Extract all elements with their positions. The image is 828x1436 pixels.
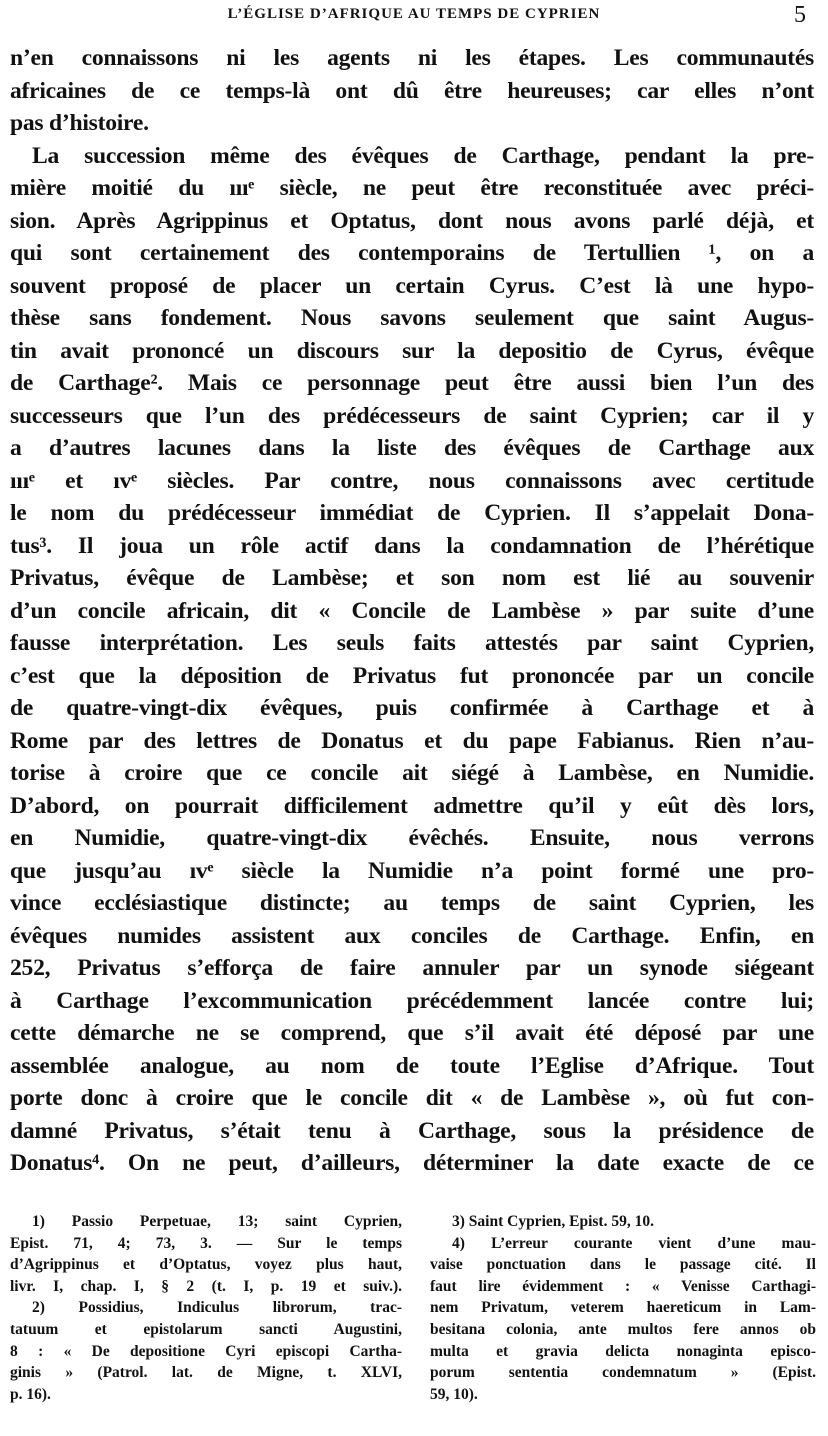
text-line: vince ecclésiastique distincte; au temps de saint Cyprien, les	[10, 890, 814, 916]
footnote-line: livr. I, chap. I, § 2 (t. I, p. 19 et suiv.).	[10, 1277, 402, 1295]
footnote-line: tatuum et epistolarum sancti Augustini,	[10, 1320, 402, 1338]
text-line: évêques numides assistent aux conciles de Carthage. Enfin, en	[10, 922, 814, 949]
text-line: tus³. Il joua un rôle actif dans la condamnation de l’hérétique	[10, 532, 814, 559]
text-line: thèse sans fondement. Nous savons seulement que saint Augus-	[10, 305, 814, 331]
footnote-line: besitana colonia, ante multos fere annos ob	[430, 1320, 816, 1338]
page-header	[0, 2, 828, 36]
page-number: 5	[794, 2, 806, 28]
text-line: en Numidie, quatre-vingt-dix évêchés. Ensuite, nous verrons	[10, 825, 814, 851]
footnotes-left-column	[10, 1211, 402, 1405]
text-line: Privatus, évêque de Lambèse; et son nom est lié au souvenir	[10, 565, 814, 591]
text-line: africaines de ce temps-là ont dû être heureuses; car elles n’ont	[10, 77, 814, 104]
footnote-line: multa et gravia delicta nonaginta episco-	[430, 1342, 816, 1360]
footnote-line: faut lire évidemment : « Venisse Carthagi-	[430, 1277, 816, 1295]
text-line: cette démarche ne se comprend, que s’il avait été déposé par une	[10, 1020, 814, 1046]
running-head: L’ÉGLISE D’AFRIQUE AU TEMPS DE CYPRIEN	[227, 6, 601, 22]
text-line: de quatre-vingt-dix évêques, puis confirmée à Carthage et à	[10, 695, 814, 721]
text-line: que jusqu’au ıvᵉ siècle la Numidie n’a point formé une pro-	[10, 857, 814, 884]
text-line: D’abord, on pourrait difficilement admettre qu’il y eût dès lors,	[10, 792, 814, 819]
footnote-line: 8 : « De depositione Cyri episcopi Cartha-	[10, 1342, 402, 1360]
text-line: tin avait prononcé un discours sur la depositio de Cyrus, évêque	[10, 337, 814, 364]
footnote-line: 4) L’erreur courante vient d’une mau-	[452, 1234, 816, 1252]
text-line: de Carthage². Mais ce personnage peut être aussi bien l’un des	[10, 370, 814, 396]
text-line: a d’autres lacunes dans la liste des évêques de Carthage aux	[10, 435, 814, 461]
text-line: damné Privatus, s’était tenu à Carthage, sous la présidence de	[10, 1117, 814, 1144]
footnote-line: p. 16).	[10, 1385, 51, 1403]
text-line: La succession même des évêques de Carthage, pendant la pre-	[32, 142, 814, 169]
text-line: 252, Privatus s’efforça de faire annuler par un synode siégeant	[10, 955, 814, 981]
text-line: Donatus⁴. On ne peut, d’ailleurs, déterminer la date exacte de ce	[10, 1150, 814, 1176]
footnote-line: 59, 10).	[430, 1385, 478, 1403]
text-line: assemblée analogue, au nom de toute l’Eglise d’Afrique. Tout	[10, 1052, 814, 1079]
footnotes-right-column	[430, 1211, 816, 1405]
text-line: porte donc à croire que le concile dit « de Lambèse », où fut con-	[10, 1085, 814, 1111]
text-line: torise à croire que ce concile ait siégé à Lambèse, en Numidie.	[10, 760, 814, 786]
text-line: le nom du prédécesseur immédiat de Cyprien. Il s’appelait Dona-	[10, 500, 814, 526]
text-line: pas d’histoire.	[10, 110, 149, 136]
footnote-line: 2) Possidius, Indiculus librorum, trac-	[32, 1299, 402, 1317]
text-line: fausse interprétation. Les seuls faits attestés par saint Cyprien,	[10, 630, 814, 656]
footnote-line: 3) Saint Cyprien, Epist. 59, 10.	[452, 1213, 654, 1230]
footnote-line: nem Privatum, veterem haereticum in Lam-	[430, 1299, 816, 1317]
footnote-line: porum sententia condemnatum » (Epist.	[430, 1364, 816, 1382]
text-line: qui sont certainement des contemporains de Tertullien ¹, on a	[10, 240, 814, 266]
text-line: souvent proposé de placer un certain Cyrus. C’est là une hypo-	[10, 272, 814, 299]
text-line: n’en connaissons ni les agents ni les étapes. Les communautés	[10, 45, 814, 71]
footnote-line: Epist. 71, 4; 73, 3. — Sur le temps	[10, 1234, 402, 1252]
footnote-line: vaise ponctuation dans le passage cité. Il	[430, 1256, 816, 1274]
footnote-line: ginis » (Patrol. lat. de Migne, t. XLVI,	[10, 1364, 402, 1382]
text-line: Rome par des lettres de Donatus et du pape Fabianus. Rien n’au-	[10, 727, 814, 754]
text-line: successeurs que l’un des prédécesseurs de saint Cyprien; car il y	[10, 402, 814, 429]
text-line: à Carthage l’excommunication précédemment lancée contre lui;	[10, 987, 814, 1014]
text-line: c’est que la déposition de Privatus fut prononcée par un concile	[10, 662, 814, 689]
text-line: d’un concile africain, dit « Concile de Lambèse » par suite d’une	[10, 597, 814, 624]
text-line: mière moitié du ıııᵉ siècle, ne peut être reconstituée avec préci-	[10, 175, 814, 201]
text-line: sion. Après Agrippinus et Optatus, dont nous avons parlé déjà, et	[10, 207, 814, 234]
footnote-line: 1) Passio Perpetuae, 13; saint Cyprien,	[32, 1213, 402, 1230]
body-text	[10, 42, 814, 1180]
text-line: ıııᵉ et ıvᵉ siècles. Par contre, nous connaissons avec certitude	[10, 467, 814, 494]
footnote-line: d’Agrippinus et d’Optatus, voyez plus haut,	[10, 1256, 402, 1274]
